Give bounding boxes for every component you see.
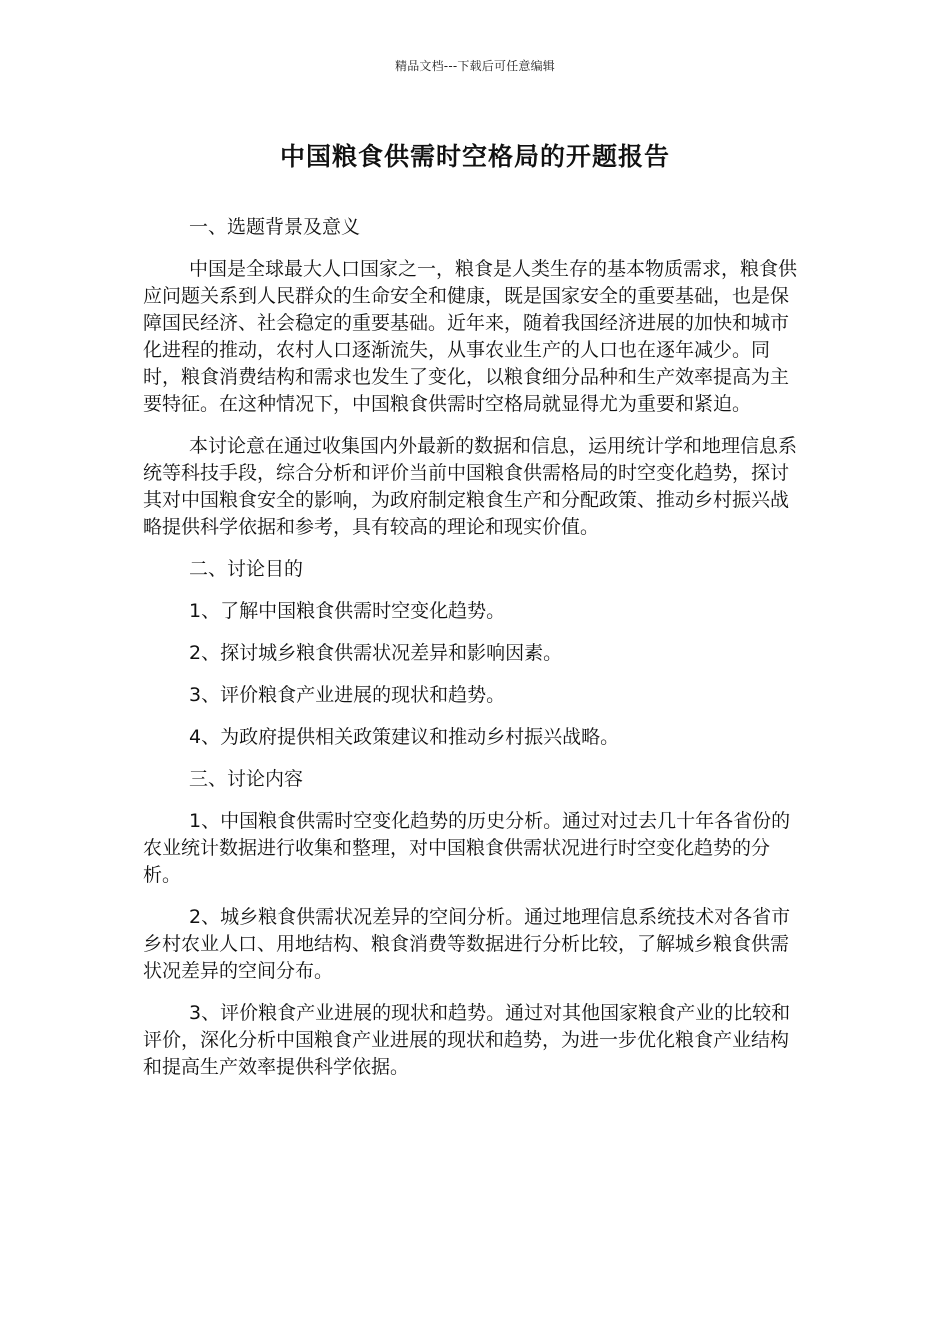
- section-heading-background: 一、选题背景及意义: [189, 216, 361, 238]
- paragraph-background-1: 中国是全球最大人口国家之一，粮食是人类生存的基本物质需求，粮食供应问题关系到人民群众的生命安全和健康，既是国家安全的重要基础，也是保障国民经济、社会稳定的重要基础。近年来，随着我国经济进展的加快和城市化进程的推动，农村人口逐渐流失，从事农业生产的人口也在逐年减少。同时，粮食消费结构和需求也发生了变化，以粮食细分品种和生产效率提高为主要特征。在这种情况下，中国粮食供需时空格局就显得尤为重要和紧迫。: [143, 258, 798, 415]
- header-note: 精品文档---下载后可任意编辑: [395, 59, 555, 73]
- objective-item: 4、为政府提供相关政策建议和推动乡村振兴战略。: [189, 726, 620, 748]
- paragraph-background-2: 本讨论意在通过收集国内外最新的数据和信息，运用统计学和地理信息系统等科技手段，综合分析和评价当前中国粮食供需格局的时空变化趋势，探讨其对中国粮食安全的影响，为政府制定粮食生产和分配政策、推动乡村振兴战略提供科学依据和参考，具有较高的理论和现实价值。: [143, 435, 798, 538]
- objective-item: 1、了解中国粮食供需时空变化趋势。: [189, 600, 506, 622]
- paragraph-content-1: 1、中国粮食供需时空变化趋势的历史分析。通过对过去几十年各省份的农业统计数据进行收集和整理，对中国粮食供需状况进行时空变化趋势的分析。: [143, 810, 791, 886]
- section-heading-objectives: 二、讨论目的: [189, 558, 304, 580]
- document-body: [143, 214, 806, 1096]
- section-heading-content: 三、讨论内容: [189, 768, 304, 790]
- objective-item: 2、探讨城乡粮食供需状况差异和影响因素。: [189, 642, 563, 664]
- document-title: 中国粮食供需时空格局的开题报告: [279, 142, 670, 171]
- paragraph-content-3: 3、评价粮食产业进展的现状和趋势。通过对其他国家粮食产业的比较和评价，深化分析中国粮食产业进展的现状和趋势，为进一步优化粮食产业结构和提高生产效率提供科学依据。: [143, 1002, 791, 1078]
- objective-item: 3、评价粮食产业进展的现状和趋势。: [189, 684, 506, 706]
- paragraph-content-2: 2、城乡粮食供需状况差异的空间分析。通过地理信息系统技术对各省市乡村农业人口、用地结构、粮食消费等数据进行分析比较，了解城乡粮食供需状况差异的空间分布。: [143, 906, 791, 982]
